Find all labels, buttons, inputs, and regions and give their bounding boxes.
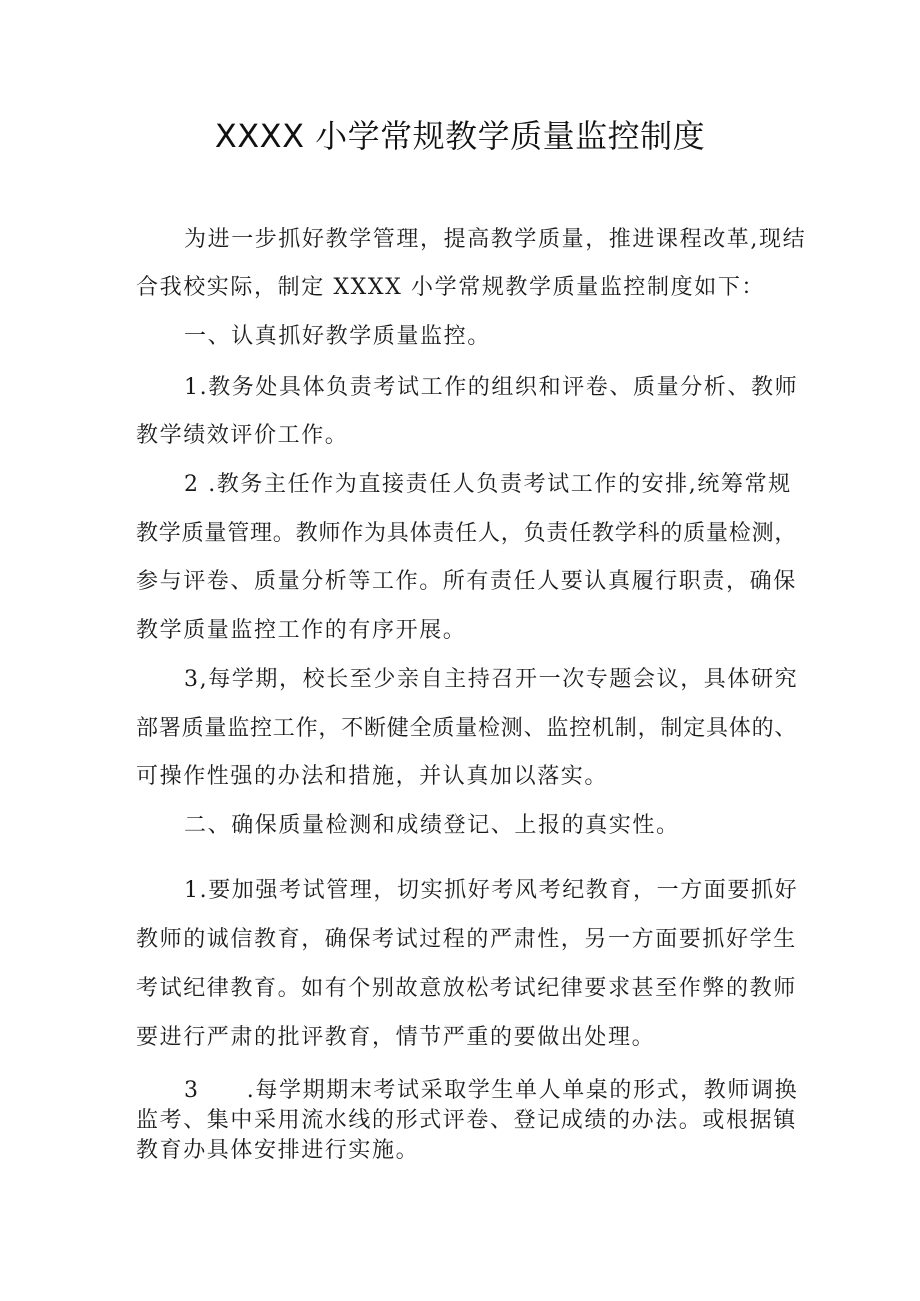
- paragraph-line: 2 .教务主任作为直接责任人负责考试工作的安排,统筹常规: [184, 472, 792, 497]
- paragraph-line: 教育办具体安排进行实施。: [136, 1138, 420, 1163]
- paragraph-line: 考试纪律教育。如有个别故意放松考试纪律要求甚至作弊的教师: [136, 976, 797, 1001]
- section-heading: 一、认真抓好教学质量监控。: [184, 324, 491, 349]
- paragraph-line: 可操作性强的办法和措施，并认真加以落实。: [136, 764, 609, 789]
- paragraph-line: 要进行严肃的批评教育，情节严重的要做出处理。: [136, 1025, 656, 1050]
- paragraph-line: 监考、集中采用流水线的形式评卷、登记成绩的办法。或根据镇: [136, 1108, 797, 1133]
- paragraph-line: 教学绩效评价工作。: [136, 423, 349, 448]
- paragraph-line: 3 .每学期期末考试采取学生单人单桌的形式，教师调换: [184, 1078, 799, 1103]
- paragraph-line: 1.教务处具体负责考试工作的组织和评卷、质量分析、教师: [184, 375, 799, 400]
- paragraph-line: 教师的诚信教育，确保考试过程的严肃性，另一方面要抓好学生: [136, 927, 797, 952]
- paragraph-line: 教学质量监控工作的有序开展。: [136, 618, 467, 643]
- paragraph-line: 为进一步抓好教学管理，提高教学质量，推进课程改革,现结: [184, 227, 807, 252]
- paragraph-line: 3,每学期，校长至少亲自主持召开一次专题会议，具体研究: [184, 667, 799, 692]
- document-title: XXXX 小学常规教学质量监控制度: [214, 117, 706, 155]
- paragraph-line: 1.要加强考试管理，切实抓好考风考纪教育，一方面要抓好: [184, 878, 799, 903]
- paragraph-line: 参与评卷、质量分析等工作。所有责任人要认真履行职责，确保: [136, 569, 797, 594]
- paragraph-line: 部署质量监控工作，不断健全质量检测、监控机制，制定具体的、: [136, 716, 798, 741]
- paragraph-line: 合我校实际，制定 XXXX 小学常规教学质量监控制度如下：: [136, 275, 766, 300]
- paragraph-line: 教学质量管理。教师作为具体责任人，负责任教学科的质量检测，: [136, 521, 798, 546]
- section-heading: 二、确保质量检测和成绩登记、上报的真实性。: [184, 813, 680, 838]
